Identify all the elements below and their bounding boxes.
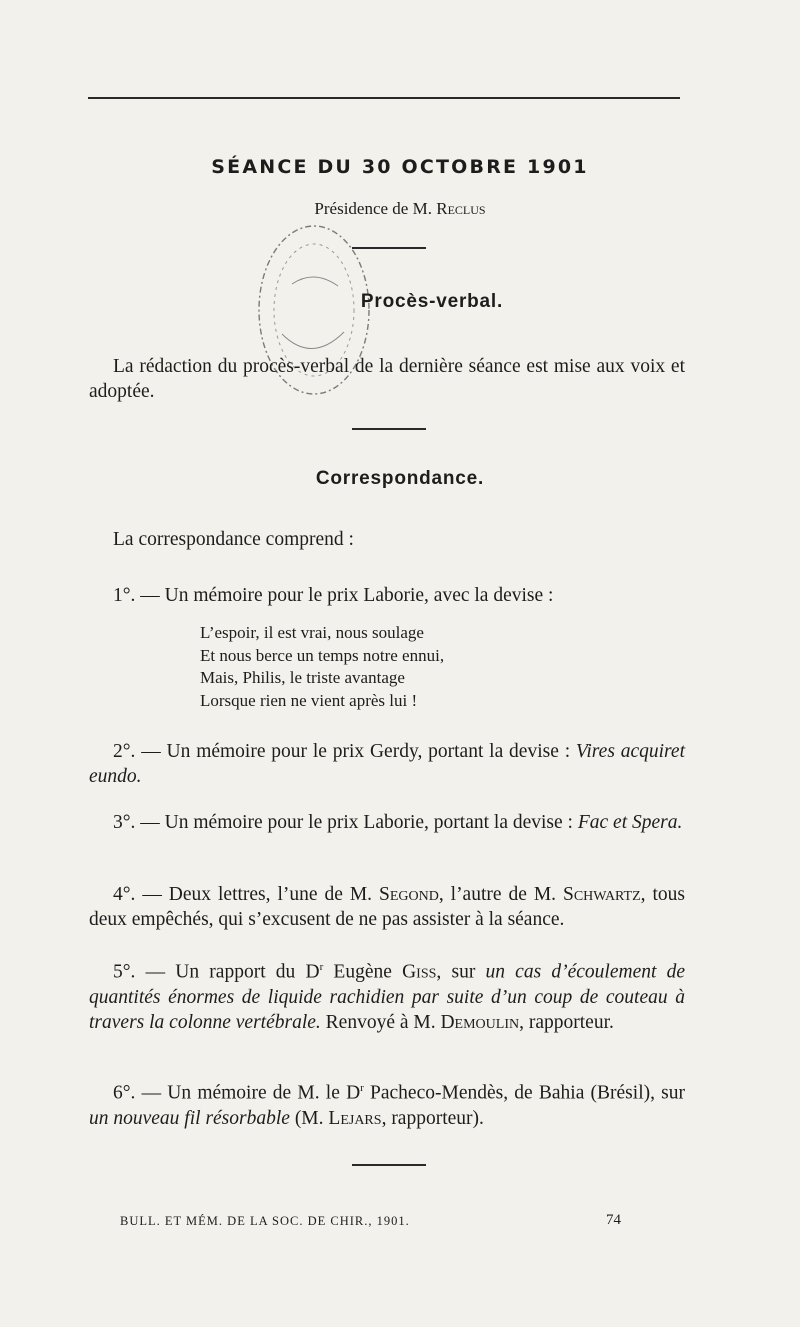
item-4-text: , l’autre de M. (438, 884, 563, 905)
footer-citation: BULL. ET MÉM. DE LA SOC. DE CHIR., 1901. (120, 1214, 410, 1228)
item-6-text: , rapporteur). (381, 1107, 484, 1129)
item-5-text: Renvoyé à M. (320, 1011, 441, 1033)
item-5 (89, 955, 685, 1035)
item-6-text: Pacheco-Mendès, de Bahia (Brésil), sur (363, 1082, 685, 1104)
person-name: Segond (378, 884, 439, 905)
superscript: r (319, 961, 324, 973)
item-4-text: , tous deux empêchés, qui s’excusent de ne pas assister à la séance. (89, 884, 685, 930)
item-3-motto: Fac et Spera. (577, 812, 683, 833)
item-5-text: Eugène (323, 961, 403, 983)
separator-rule (352, 428, 426, 430)
correspondance-intro: La correspondance comprend : (113, 529, 354, 550)
correspondance-heading: Correspondance. (315, 468, 485, 489)
top-rule (88, 97, 680, 99)
proces-verbal-text: La rédaction du procès-verbal de la dernière séance est mise aux voix et adoptée. (89, 356, 685, 402)
verse-line: Lorsque rien ne vient après lui ! (200, 690, 418, 710)
person-name: Demoulin (440, 1011, 520, 1033)
item-4-text: 4°. — Deux lettres, l’une de M. (113, 884, 379, 905)
item-6 (89, 1076, 685, 1131)
session-title: SÉANCE DU 30 OCTOBRE 1901 (211, 156, 589, 178)
person-name: Lejars (328, 1107, 382, 1129)
presidence-line (0, 199, 800, 219)
item-6-text: (M. (289, 1107, 329, 1129)
page-number: 74 (606, 1212, 621, 1228)
president-name: Reclus (436, 199, 486, 218)
person-name: Giss (402, 961, 437, 983)
item-5-text: 5°. — Un rapport du D (113, 961, 320, 983)
item-3-text: 3°. — Un mémoire pour le prix Laborie, portant la devise : (113, 812, 573, 833)
item-6-text: 6°. — Un mémoire de M. le D (113, 1082, 361, 1104)
item-2-motto: Vires acquiret eundo. (89, 741, 685, 787)
item-1: 1°. — Un mémoire pour le prix Laborie, avec la devise : (113, 585, 554, 606)
item-2-text: 2°. — Un mémoire pour le prix Gerdy, portant la devise : (113, 741, 571, 762)
item-5-text: , rapporteur. (519, 1011, 614, 1033)
person-name: Schwartz (562, 884, 641, 905)
item-4 (89, 882, 685, 932)
memoir-title: un nouveau fil résorbable (89, 1107, 290, 1129)
verse-line: Et nous berce un temps notre ennui, (200, 645, 445, 665)
item-2 (89, 739, 685, 789)
item-5-text: , sur (436, 961, 486, 983)
report-title: un cas d’écoulement de quantités énormes de liquide rachidien par suite d’un coup de couteau à travers la colonne vertébrale. (89, 961, 685, 1033)
proces-verbal-heading: Procès-verbal. (360, 291, 504, 312)
separator-rule (352, 1164, 426, 1166)
verse-line: Mais, Philis, le triste avantage (200, 668, 405, 687)
superscript: r (360, 1082, 364, 1094)
item-3 (89, 810, 685, 835)
verse-line: L’espoir, il est vrai, nous soulage (200, 623, 424, 642)
verse-motto (200, 622, 620, 712)
presidence-prefix: Présidence de M. (314, 199, 437, 218)
separator-rule (352, 247, 426, 249)
